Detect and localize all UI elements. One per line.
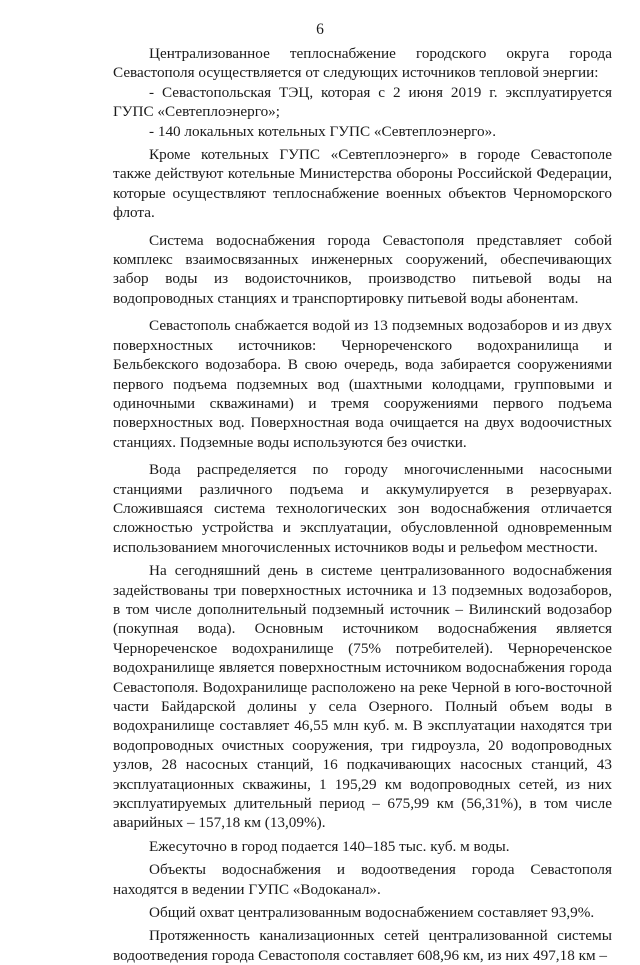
paragraph-water-distribution: Вода распределяется по городу многочисленными насосными станциями различного подъема и аккумулируется в резервуарах. Сложившаяся система технологических зон водоснабжения отличается сложностью устройства и эксплуатации, обусловленной одновременным использованием многочисленных источников воды и рельефом местности.: [113, 461, 612, 556]
paragraph-heat-supply-sources: Централизованное теплоснабжение городского округа города Севастополя осуществляется от следующих источников тепловой энергии:: [113, 45, 612, 82]
paragraph-coverage: Общий охват централизованным водоснабжением составляет 93,9%.: [149, 904, 595, 922]
page-number: 6: [316, 21, 324, 38]
paragraph-vodokanal: Объекты водоснабжения и водоотведения города Севастополя находятся в ведении ГУПС «Водоканал».: [113, 861, 612, 898]
list-item-sevastopol-chp: - Севастопольская ТЭЦ, которая с 2 июня 2019 г. эксплуатируется ГУПС «Севтеплоэнерго»;: [113, 83, 612, 121]
paragraph-water-sources: Севастополь снабжается водой из 13 подземных водозаборов и из двух поверхностных источников: Чернореченского водохранилища и Бельбекского водозабора. В свою очередь, вода забирается сооружениями первого подъема подземных вод (шахтными колодцами, групповыми и одиночными скважинами) и тремя сооружениями первого подъема поверхностных вод. Поверхностная вода очищается на двух водоочистных станциях. Подземные воды используются без очистки.: [113, 317, 612, 451]
paragraph-daily-supply: Ежесуточно в город подается 140–185 тыс. куб. м воды.: [149, 837, 510, 855]
list-item-local-boilers: - 140 локальных котельных ГУПС «Севтеплоэнерго».: [149, 122, 497, 140]
paragraph-defense-boilers: Кроме котельных ГУПС «Севтеплоэнерго» в городе Севастополе также действуют котельные Министерства обороны Российской Федерации, которые осуществляют теплоснабжение военных объектов Черноморского флота.: [113, 146, 612, 222]
paragraph-sewer-networks: Протяженность канализационных сетей централизованной системы водоотведения города Севастополя составляет 608,96 км, из них 497,18 км –: [113, 927, 612, 964]
document-body: [113, 44, 612, 965]
paragraph-water-system: Система водоснабжения города Севастополя представляет собой комплекс взаимосвязанных инженерных сооружений, обеспечивающих забор воды из водоисточников, производство питьевой воды на водопроводных станциях и транспортировку питьевой воды абонентам.: [113, 231, 612, 307]
paragraph-water-infrastructure: На сегодняшний день в системе централизованного водоснабжения задействованы три поверхностных источника и 13 подземных водозаборов, в том числе дополнительный подземный источник – Вилинский водозабор (покупная вода). Основным источником водоснабжения является Чернореченское водохранилище (75% потребителей). Чернореченское водохранилище является поверхностным источником водоснабжения города Севастополя. Водохранилище расположено на реке Черной в юго-восточной части Байдарской долины у села Озерного. Полный объем воды в водохранилище составляет 46,55 млн куб. м. В эксплуатации находятся три водопроводных очистных сооружения, три гидроузла, 20 водопроводных узлов, 28 насосных станций, 16 подкачивающих насосных станций, 43 эксплуатационных скважины, 1 195,29 км водопроводных сетей, из них эксплуатируемых длительный период – 675,99 км (56,31%), в том числе аварийных – 157,18 км (13,09%).: [113, 562, 612, 832]
